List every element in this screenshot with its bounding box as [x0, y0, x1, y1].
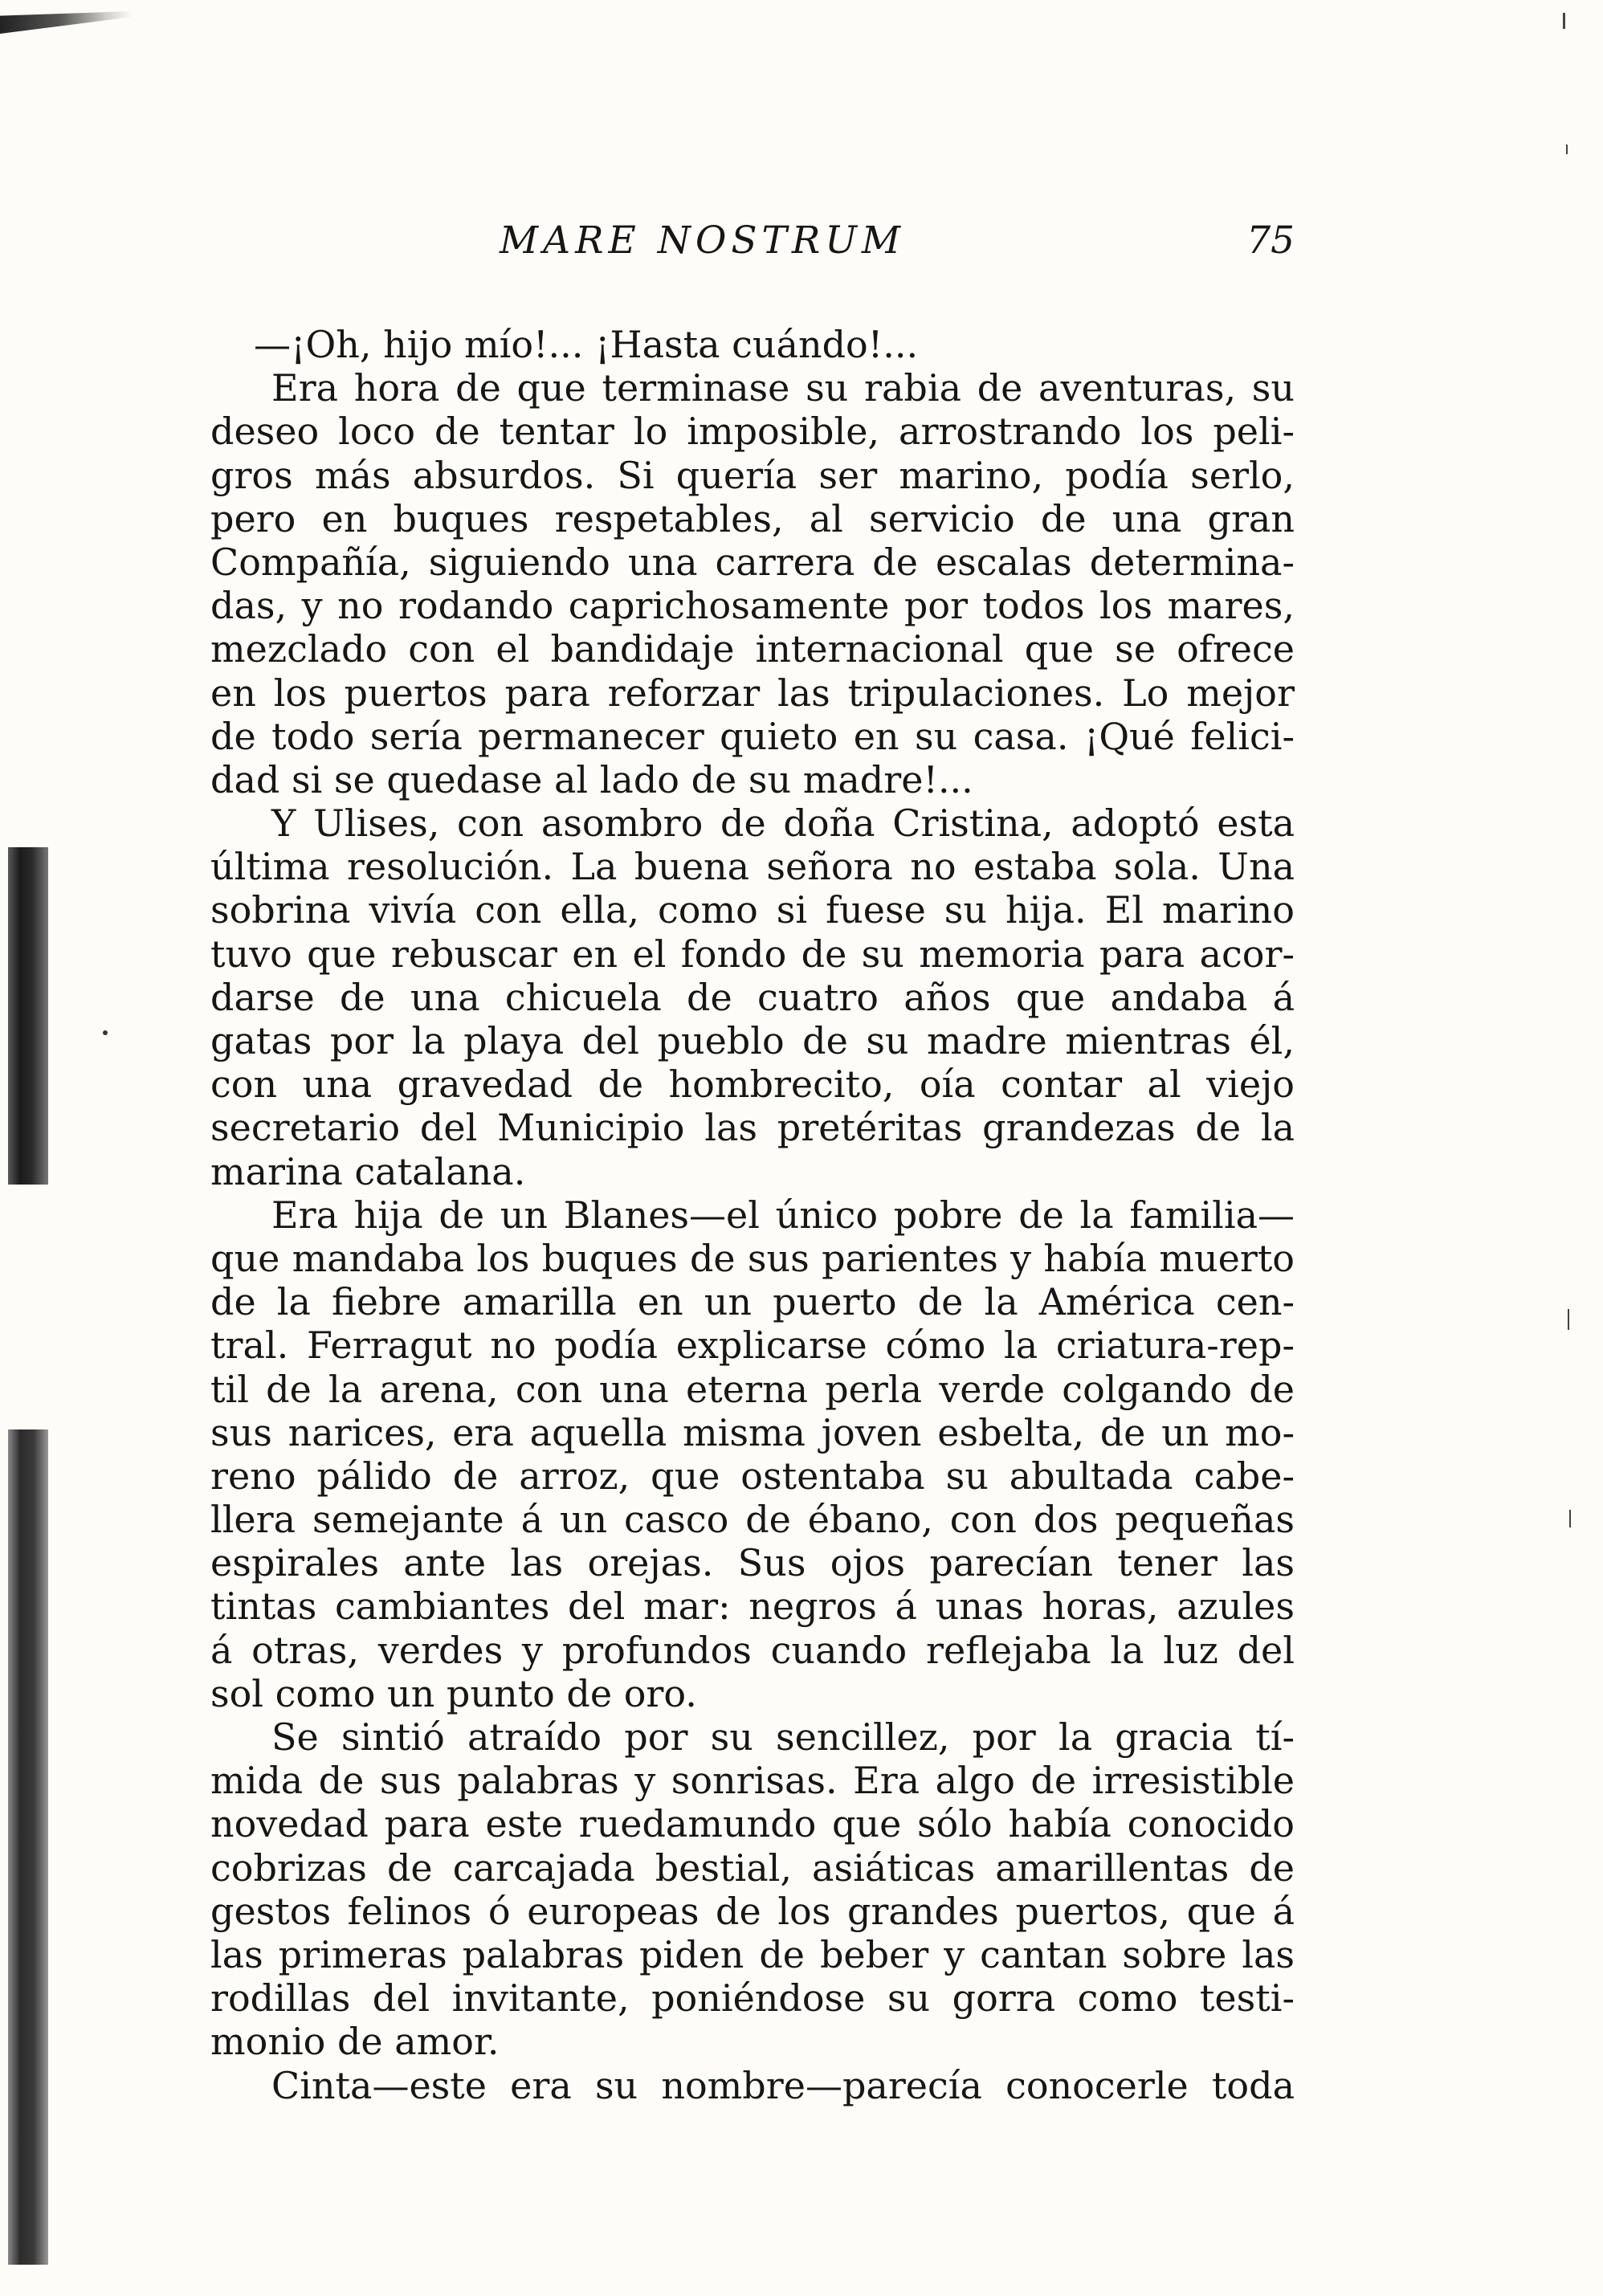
- text-line: con una gravedad de hombrecito, oía contar al viejo: [210, 1062, 1295, 1107]
- text-line: til de la arena, con una eterna perla verde colgando de: [210, 1367, 1295, 1411]
- text-line: —¡Oh, hijo mío!... ¡Hasta cuándo!...: [254, 323, 919, 366]
- text-line: dad si se quedase al lado de su madre!...: [210, 757, 973, 801]
- text-line: tral. Ferragut no podía explicarse cómo la criatura-rep-: [210, 1323, 1295, 1368]
- scan-binding-shadow: [8, 847, 48, 1185]
- text-line: cobrizas de carcajada bestial, asiáticas amarillentas de: [210, 1845, 1295, 1890]
- text-line: las primeras palabras piden de beber y cantan sobre las: [210, 1932, 1295, 1976]
- text-line: pero en buques respetables, al servicio de una gran: [210, 496, 1295, 540]
- text-line: gestos felinos ó europeas de los grandes puertos, que á: [210, 1889, 1295, 1933]
- text-line: gros más absurdos. Si quería ser marino, podía serlo,: [210, 453, 1295, 497]
- text-line: última resolución. La buena señora no estaba sola. Una: [210, 845, 1295, 889]
- text-line: reno pálido de arroz, que ostentaba su abultada cabe-: [210, 1454, 1295, 1498]
- running-title: MARE NOSTRUM: [500, 218, 906, 263]
- scan-edge-mark: [0, 11, 133, 34]
- text-line: Cinta—este era su nombre—parecía conocerle toda: [271, 2063, 1295, 2107]
- text-line: Era hija de un Blanes—el único pobre de la familia—: [271, 1193, 1295, 1237]
- text-line: mezclado con el bandidaje internacional que se ofrece: [210, 627, 1295, 671]
- scan-speck: [103, 1030, 108, 1035]
- text-line: de la fiebre amarilla en un puerto de la América cen-: [210, 1280, 1295, 1324]
- scan-speck: [1566, 145, 1568, 154]
- text-line: sobrina vivía con ella, como si fuese su hija. El marino: [210, 888, 1295, 932]
- scan-speck: [1569, 1510, 1571, 1527]
- text-line: Se sintió atraído por su sencillez, por la gracia tí-: [271, 1715, 1295, 1759]
- text-line: de todo sería permanecer quieto en su casa. ¡Qué felici-: [210, 714, 1295, 758]
- scan-speck: [1563, 13, 1565, 29]
- text-line: Era hora de que terminase su rabia de aventuras, su: [271, 366, 1295, 410]
- text-line: sol como un punto de oro.: [210, 1671, 697, 1715]
- text-line: tuvo que rebuscar en el fondo de su memoria para acor-: [210, 932, 1295, 976]
- text-line: mida de sus palabras y sonrisas. Era algo de irresistible: [210, 1759, 1295, 1803]
- text-line: sus narices, era aquella misma joven esbelta, de un mo-: [210, 1410, 1295, 1454]
- text-line: rodillas del invitante, poniéndose su gorra como testi-: [210, 1976, 1295, 2021]
- text-line: llera semejante á un casco de ébano, con dos pequeñas: [210, 1498, 1295, 1542]
- text-line: Compañía, siguiendo una carrera de escalas determina-: [210, 540, 1295, 584]
- text-line: das, y no rodando caprichosamente por todos los mares,: [210, 584, 1295, 628]
- body-text: [210, 323, 1295, 2107]
- page-number: 75: [1246, 218, 1295, 263]
- text-line: á otras, verdes y profundos cuando reflejaba la luz del: [210, 1628, 1295, 1672]
- text-line: Y Ulises, con asombro de doña Cristina, adoptó esta: [271, 801, 1295, 846]
- running-head: [210, 218, 1295, 275]
- text-line: monio de amor.: [210, 2020, 500, 2064]
- scan-binding-shadow: [8, 1429, 48, 2265]
- text-line: gatas por la playa del pueblo de su madre mientras él,: [210, 1019, 1295, 1062]
- text-line: darse de una chicuela de cuatro años que andaba á: [210, 975, 1295, 1019]
- text-line: en los puertos para reforzar las tripulaciones. Lo mejor: [210, 671, 1295, 715]
- text-line: deseo loco de tentar lo imposible, arrostrando los peli-: [210, 410, 1295, 454]
- text-line: tintas cambiantes del mar: negros á unas horas, azules: [210, 1584, 1295, 1629]
- text-line: que mandaba los buques de sus parientes y había muerto: [210, 1236, 1295, 1280]
- text-line: secretario del Municipio las pretéritas grandezas de la: [210, 1106, 1295, 1150]
- text-line: marina catalana.: [210, 1149, 526, 1193]
- scan-speck: [1568, 1309, 1569, 1330]
- text-line: espirales ante las orejas. Sus ojos parecían tener las: [210, 1541, 1295, 1585]
- text-line: novedad para este ruedamundo que sólo había conocido: [210, 1802, 1295, 1846]
